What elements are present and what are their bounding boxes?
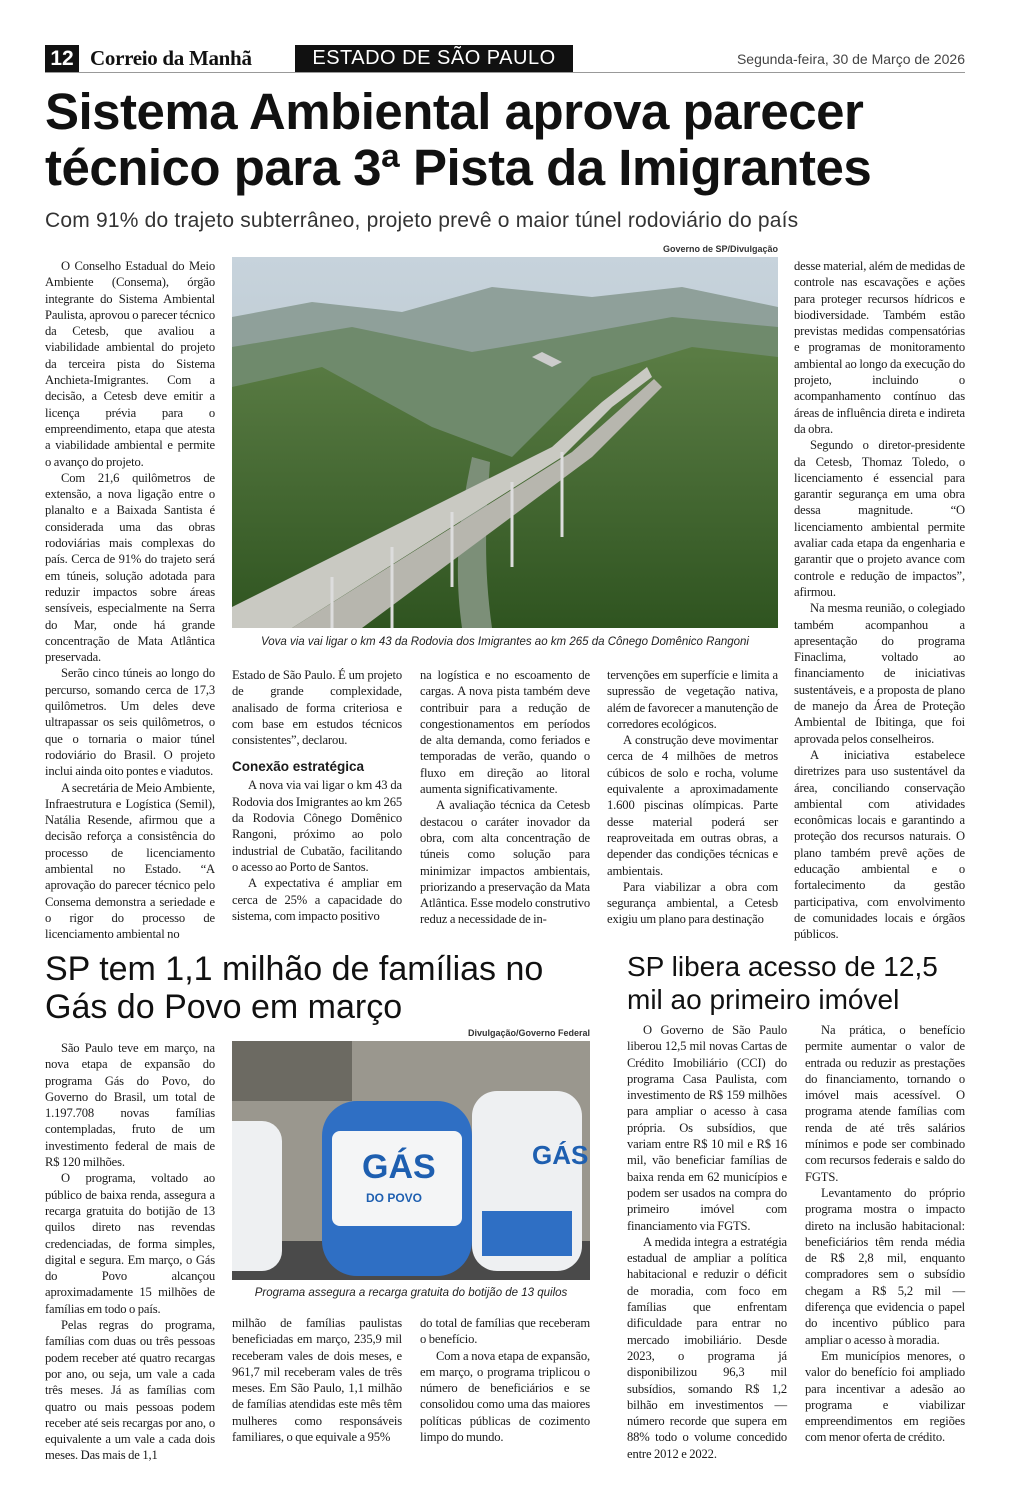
- article3-column-1: [627, 1022, 787, 1462]
- paragraph: Para viabilizar a obra com segurança ambiental, a Cetesb exigiu um plano para destinação: [607, 879, 778, 927]
- paragraph: Estado de São Paulo. É um projeto de grande complexidade, analisado de forma criteriosa e com base em estudos técnicos consistentes”, declarou.: [232, 668, 402, 748]
- article1-column-1: [45, 258, 215, 942]
- article2-column-1: [45, 1040, 215, 1464]
- header-rule: [45, 72, 965, 73]
- article1-subhead: Conexão estratégica: [232, 759, 365, 775]
- paragraph: A expectativa é ampliar em cerca de 25% a capacidade do sistema, com impacto positivo: [232, 876, 402, 923]
- article3-column-2: [805, 1022, 965, 1446]
- article1-photo-credit: Governo de SP/Divulgação: [662, 244, 778, 254]
- paragraph: O Conselho Estadual do Meio Ambiente (Consema), órgão integrante do Sistema Ambiental Paulista, aprovou o parecer técnico da Cetesb, que avaliou a viabilidade ambiental do projeto da terceira pista do Sistema Anchieta-Imigrantes. Com a decisão, a Cetesb deve emitir a licença prévia para o empreendimento, etapa que atesta a viabilidade ambiental e permite o avanço do projeto.: [45, 259, 215, 469]
- newspaper-logo: Correio da Manhã: [90, 46, 252, 70]
- paragraph: A construção deve movimentar cerca de 4 milhões de metros cúbicos de solo e rocha, volume equivalente a aproximadamente 1.600 piscinas olímpicas. Parte desse material poderá ser reaproveitada em outras obras, a depender das condições técnicas e ambientais.: [607, 733, 778, 878]
- paragraph: Levantamento do próprio programa mostra o impacto direto na inclusão habitacional: beneficiários têm renda média de R$ 2,8 mil, enquanto compradores sem o subsídio chegam a R$ 5,2 mil — diferença que evidencia o papel do incentivo público para ampliar o acesso à moradia.: [805, 1185, 965, 1347]
- article1-headline: Sistema Ambiental aprova parecer técnico para 3ª Pista da Imigrantes: [45, 83, 872, 196]
- paragraph: A medida integra a estratégia estadual de ampliar a política habitacional e reduzir o déficit de moradia, com foco em famílias que enfrentam dificuldade para entrar no mercado imobiliário. Desde 2023, o programa já disponibilizou 96,3 mil subsídios, somando R$ 1,2 bilhão em investimentos — número recorde que supera em 88% todo o volume concedido entre 2012 e 2022.: [627, 1234, 787, 1461]
- paragraph: Com a nova etapa de expansão, em março, o programa triplicou o número de beneficiários e se consolidou como uma das maiores políticas públicas de cozimento limpo do mundo.: [420, 1348, 590, 1445]
- paragraph: Na prática, o benefício permite aumentar o valor de entrada ou reduzir as prestações do financiamento, tornando o imóvel mais acessível. O programa atende famílias com renda de até três salários mínimos e pode ser combinado com recursos federais e saldo do FGTS.: [805, 1023, 965, 1184]
- paragraph: do total de famílias que receberam o benefício.: [420, 1316, 590, 1347]
- gas-do-povo-logo: GÁS: [532, 1140, 589, 1170]
- paragraph: São Paulo teve em março, na nova etapa de expansão do programa Gás do Povo, do Governo do Brasil, um total de 1.197.708 novas famílias contempladas, fruto de um investimento federal de mais de R$ 120 milhões.: [45, 1041, 215, 1170]
- gas-cylinders-photo: [232, 1041, 590, 1280]
- paragraph: Segundo o diretor-presidente da Cetesb, Thomaz Toledo, o licenciamento é essencial para garantir segurança em uma obra dessa magnitude. “O licenciamento ambiental permite avaliar cada etapa da engenharia e garantir que o projeto avance com controle e redução de impactos”, afirmou.: [794, 438, 965, 599]
- section-label: ESTADO DE SÃO PAULO: [295, 45, 573, 72]
- paragraph: Serão cinco túneis ao longo do percurso, somando cerca de 17,3 quilômetros. Um deles deve ultrapassar os seis quilômetros, o que o tornaria o maior túnel rodoviário do Brasil. O projeto inclui ainda oito pontes e viadutos.: [45, 666, 215, 779]
- gas-do-povo-logo: GÁS: [362, 1148, 436, 1186]
- article1-subtitle: Com 91% do trajeto subterrâneo, projeto prevê o maior túnel rodoviário do país: [45, 209, 799, 232]
- paragraph: Em municípios menores, o valor do benefício foi ampliado para incentivar a adesão ao programa e viabilizar empreendimentos em regiões com menor oferta de crédito.: [805, 1348, 965, 1445]
- paragraph: A secretária de Meio Ambiente, Infraestrutura e Logística (Semil), Natália Resende, afirmou que a decisão reforça a consistência do processo de licenciamento ambiental no Estado. “A aprovação do parecer técnico pelo Consema demonstra a seriedade e o rigor do processo de licenciamento ambiental no: [45, 780, 215, 942]
- highway-photo: [232, 257, 778, 628]
- page-number: 12: [45, 45, 79, 72]
- paragraph: A iniciativa estabelece diretrizes para uso sustentável da área, conciliando conservação ambiental com atividades econômicas locais e garantindo a proteção dos recursos naturais. O plano também prevê ações de educação ambiental e o fortalecimento da gestão participativa, com envolvimento de comunidades locais e órgãos públicos.: [794, 747, 965, 942]
- article3-headline: SP libera acesso de 12,5 mil ao primeiro imóvel: [627, 951, 938, 1015]
- article2-column-2: [232, 1315, 402, 1445]
- paragraph: A avaliação técnica da Cetesb destacou o caráter inovador da obra, com alta concentração de túneis como solução para minimizar impactos ambientais, priorizando a preservação da Mata Atlântica. Esse modelo construtivo reduz a necessidade de in-: [420, 798, 590, 927]
- article2-column-3: [420, 1315, 590, 1445]
- issue-date: Segunda-feira, 30 de Março de 2026: [736, 51, 965, 67]
- paragraph: tervenções em superfície e limita a supressão de vegetação nativa, além de favorecer a manutenção de corredores ecológicos.: [607, 668, 779, 731]
- paragraph: Com 21,6 quilômetros de extensão, a nova ligação entre o planalto e a Baixada Santista é considerada uma das obras rodoviárias mais complexas do país. Cerca de 91% do trajeto será em túneis, solução adotada para reduzir impactos sobre áreas sensíveis, especialmente na Serra do Mar, onde há grande concentração de Mata Atlântica preservada.: [45, 470, 215, 665]
- paragraph: Pelas regras do programa, famílias com duas ou três pessoas podem receber até quatro recargas por ano, ou seja, um vale a cada três meses. Já as famílias com quatro ou mais pessoas podem receber até seis recargas por ano, o equivalente a um vale a cada dois meses. Das mais de 1,1: [45, 1318, 215, 1463]
- paragraph: na logística e no escoamento de cargas. A nova pista também deve contribuir para a redução de congestionamentos em períodos de alta demanda, como feriados e temporadas de verão, quando o fluxo em direção ao litoral aumenta significativamente.: [420, 668, 590, 797]
- paragraph: A nova via vai ligar o km 43 da Rodovia dos Imigrantes ao km 265 da Rodovia Cônego Domênico Rangoni, próximo ao polo industrial de Cubatão, facilitando o acesso ao Porto de Santos.: [232, 778, 402, 874]
- paragraph: desse material, além de medidas de controle nas escavações e ações para proteger recursos hídricos e biodiversidade. Também estão previstas medidas compensatórias e programas de monitoramento ambiental ao longo da execução do projeto, incluindo o acompanhamento contínuo das áreas de influência direta e indireta da obra.: [794, 259, 965, 436]
- gas-do-povo-logo-sub: DO POVO: [366, 1191, 423, 1205]
- article1-column-2: [232, 667, 402, 924]
- article1-column-4: [607, 667, 778, 928]
- paragraph: O Governo de São Paulo liberou 12,5 mil novas Cartas de Crédito Imobiliário (CCI) do programa Casa Paulista, com investimento de R$ 159 milhões para ampliar o acesso à casa própria. Os subsídios, que variam entre R$ 10 mil e R$ 16 mil, vão beneficiar famílias de baixa renda em 62 municípios e podem ser usados na compra do primeiro imóvel com financiamento via FGTS.: [627, 1023, 787, 1233]
- paragraph: O programa, voltado ao público de baixa renda, assegura a recarga gratuita do botijão de 13 quilos direto nas revendas credenciadas, de forma simples, digital e segura. Em março, o Gás do Povo alcançou aproximadamente 15 milhões de famílias em todo o país.: [45, 1171, 215, 1316]
- article2-photo-credit: Divulgação/Governo Federal: [467, 1028, 590, 1038]
- article1-caption: Vova via vai ligar o km 43 da Rodovia dos Imigrantes ao km 265 da Cônego Domênico Rangoni: [261, 636, 749, 648]
- article1-column-5: [794, 258, 965, 942]
- paragraph: Na mesma reunião, o colegiado também acompanhou a apresentação do programa Finaclima, voltado ao financiamento de iniciativas sustentáveis, e a proposta de plano de manejo da Área de Proteção Ambiental de Ibitinga, que foi aprovada pelos conselheiros.: [794, 601, 965, 746]
- article2-caption: Programa assegura a recarga gratuita do botijão de 13 quilos: [254, 1287, 568, 1299]
- article1-column-3: [420, 667, 590, 928]
- paragraph: milhão de famílias paulistas beneficiadas em março, 235,9 mil receberam vales de dois meses, e 961,7 mil receberam vales de três meses. Em São Paulo, 1,1 milhão de famílias atendidas este mês têm mulheres como responsáveis familiares, o que equivale a 95%: [232, 1316, 402, 1445]
- article2-headline: SP tem 1,1 milhão de famílias no Gás do Povo em março: [45, 950, 544, 1026]
